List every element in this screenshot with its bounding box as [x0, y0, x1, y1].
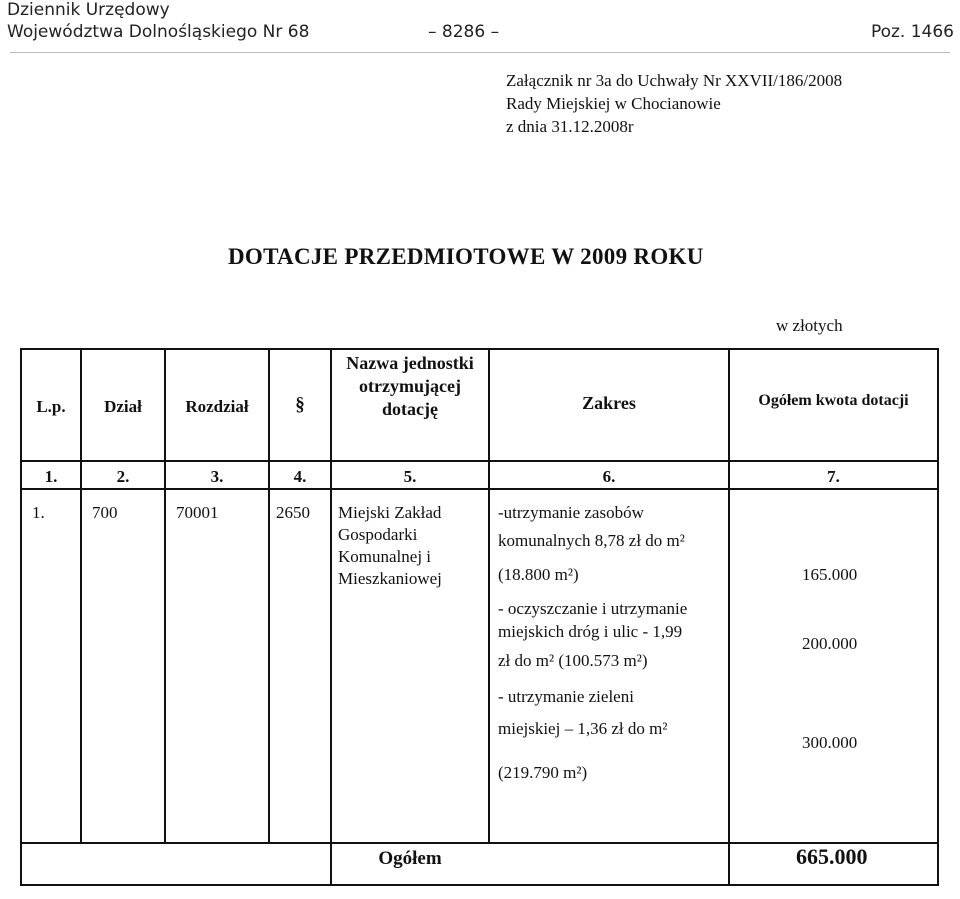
header-paragraf: § — [295, 394, 305, 415]
col-number: 1. — [44, 467, 58, 486]
scope-2-line-1: - oczyszczanie i utrzymanie — [498, 599, 688, 618]
row-nazwa-4: Mieszkaniowej — [338, 569, 442, 588]
header-dzial: Dział — [104, 397, 142, 416]
page-number: – 8286 – — [428, 22, 500, 42]
total-label: Ogółem — [378, 848, 442, 869]
row-paragraf: 2650 — [276, 503, 310, 522]
currency-unit: w złotych — [776, 316, 843, 335]
col-number: 6. — [602, 467, 616, 486]
header-divider — [10, 52, 950, 53]
col-line-3 — [268, 348, 270, 844]
col-number: 3. — [210, 467, 224, 486]
subsidy-table — [20, 348, 939, 886]
table-border-bottom — [20, 884, 939, 886]
table-border-top — [20, 348, 939, 350]
amount-2: 200.000 — [802, 634, 858, 653]
attachment-line-3: z dnia 31.12.2008r — [506, 117, 634, 136]
col-line-6 — [728, 348, 730, 886]
attachment-line-1: Załącznik nr 3a do Uchwały Nr XXVII/186/2008 — [506, 71, 843, 90]
amount-3: 300.000 — [802, 733, 858, 752]
journal-title: Dziennik Urzędowy — [7, 0, 170, 20]
header-zakres: Zakres — [582, 393, 636, 413]
row-nazwa-3: Komunalnej i — [338, 547, 432, 566]
col-number: 4. — [293, 467, 307, 486]
total-value: 665.000 — [796, 844, 868, 869]
scope-2-line-3: zł do m² (100.573 m²) — [498, 651, 648, 670]
row-rozdzial: 70001 — [176, 503, 219, 522]
document-title: DOTACJE PRZEDMIOTOWE W 2009 ROKU — [228, 244, 704, 269]
header-nazwa-1: Nazwa jednostki — [346, 353, 474, 373]
row-dzial: 700 — [92, 503, 118, 522]
scope-3-line-2: miejskiej – 1,36 zł do m² — [498, 719, 668, 738]
col-line-right — [937, 348, 939, 886]
attachment-line-2: Rady Miejskiej w Chocianowie — [506, 94, 721, 113]
col-number: 5. — [403, 467, 417, 486]
position-number: Poz. 1466 — [870, 22, 954, 42]
col-number: 7. — [827, 467, 840, 486]
col-number: 2. — [116, 467, 130, 486]
row-nazwa-2: Gospodarki — [338, 525, 418, 544]
scope-1-line-3: (18.800 m²) — [498, 565, 579, 584]
header-rozdzial: Rozdział — [185, 397, 249, 416]
header-bottom-line — [20, 460, 939, 462]
amount-1: 165.000 — [802, 565, 858, 584]
col-line-4 — [330, 348, 332, 886]
header-nazwa-2: otrzymującej — [359, 376, 461, 396]
col-numbers-line — [20, 488, 939, 490]
scope-1-line-2: komunalnych 8,78 zł do m² — [498, 531, 685, 550]
row-nazwa-1: Miejski Zakład — [338, 503, 442, 522]
col-line-2 — [164, 348, 166, 844]
scope-3-line-3: (219.790 m²) — [498, 763, 588, 782]
col-line-1 — [80, 348, 82, 844]
scope-2-line-2: miejskich dróg i ulic - 1,99 — [498, 622, 683, 641]
col-line-5 — [488, 348, 490, 844]
row-lp: 1. — [32, 503, 45, 522]
header-kwota: Ogółem kwota dotacji — [758, 392, 909, 409]
header-nazwa-3: dotację — [382, 399, 438, 419]
scope-1-line-1: -utrzymanie zasobów — [498, 503, 644, 522]
header-lp: L.p. — [36, 397, 66, 416]
journal-issue: Województwa Dolnośląskiego Nr 68 — [7, 22, 310, 42]
scope-3-line-1: - utrzymanie zieleni — [498, 687, 634, 706]
col-line-left — [20, 348, 22, 886]
